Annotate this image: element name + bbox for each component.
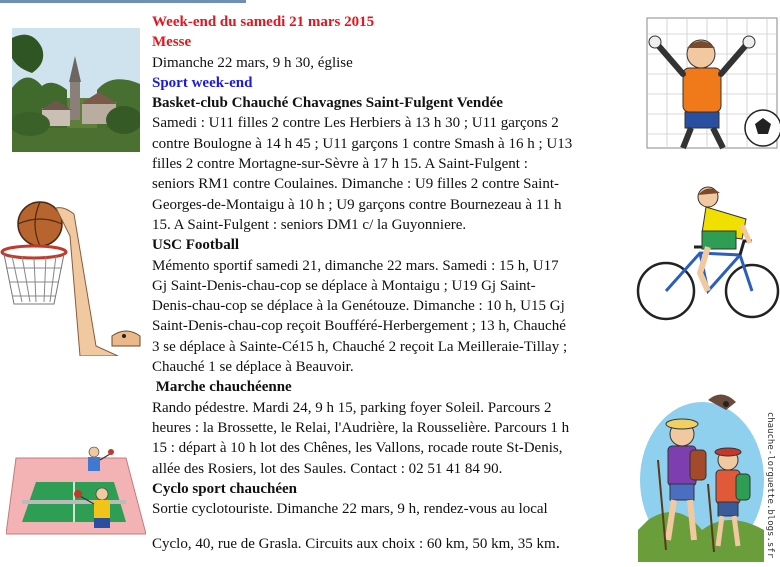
- hikers-illustration: [638, 380, 766, 562]
- basket-line: 15. A Saint-Fulgent : seniors DM1 c/ la Guyonniere.: [152, 216, 467, 233]
- cyclo-line: Sortie cyclotouriste. Dimanche 22 mars, 9 h, rendez-vous au local: [152, 501, 548, 518]
- marche-line: allée des Rosiers, lot des Saules. Contact : 02 51 41 84 90.: [152, 460, 503, 477]
- church-photo-illustration: [12, 28, 140, 152]
- messe-heading: Messe: [152, 34, 192, 51]
- football-line: Chauché 1 se déplace à Beauvoir.: [152, 359, 354, 376]
- cyclist-illustration: [636, 183, 780, 328]
- goalkeeper-illustration: [643, 14, 780, 159]
- football-line: Gj Saint-Denis-chau-cop se déplace à Montaigu ; U19 Gj Saint-: [152, 277, 536, 294]
- basket-line: Georges-de-Montaigu à 10 h ; U9 garçons contre Bournezeau à 11 h: [152, 196, 562, 213]
- ping-pong-illustration: [6, 438, 146, 538]
- marche-line: Rando pédestre. Mardi 24, 9 h 15, parking foyer Soleil. Parcours 2: [152, 399, 552, 416]
- messe-line: Dimanche 22 mars, 9 h 30, église: [152, 54, 353, 71]
- paragraph-gap: [152, 519, 642, 533]
- football-line: Saint-Denis-chau-cop reçoit Boufféré-Herbergement ; 13 h, Chauché: [152, 318, 566, 335]
- cyclo-line: Cyclo, 40, rue de Grasla. Circuits aux choix : 60 km, 50 km, 35 km: [152, 536, 556, 553]
- basket-line: contre Boulogne à 14 h 45 ; U11 garçons 1 contre Smash à 16 h ; U13: [152, 135, 573, 152]
- football-line: 3 se déplace à Sainte-Cé15 h, Chauché 2 reçoit La Meilleraie-Tillay ;: [152, 338, 568, 355]
- basket-heading: Basket-club Chauché Chavagnes Saint-Fulgent Vendée: [152, 95, 503, 112]
- bulletin-title: Week-end du samedi 21 mars 2015: [152, 14, 375, 30]
- football-line: Mémento sportif samedi 21, dimanche 22 mars. Samedi : 15 h, U17: [152, 257, 559, 274]
- marche-heading: Marche chauchéenne: [152, 379, 292, 396]
- cyclo-heading: Cyclo sport chauchéen: [152, 480, 297, 497]
- basket-line: Samedi : U11 filles 2 contre Les Herbiers à 13 h 30 ; U11 garçons 2: [152, 115, 559, 132]
- watermark-text: chauche-lorguette.blogs.sfr: [765, 411, 775, 559]
- basketball-illustration: [0, 196, 145, 356]
- football-line: Denis-chau-cop se déplace à la Genétouze. Dimanche : 10 h, U15 Gj: [152, 298, 565, 315]
- sport-heading: Sport week-end: [152, 74, 253, 91]
- basket-line: seniors RM1 contre Coulaines. Dimanche : U9 filles 2 contre Saint-: [152, 176, 559, 193]
- top-border-bar: [0, 0, 246, 3]
- final-period: .: [555, 533, 560, 553]
- basket-line: filles 2 contre Mortagne-sur-Sèvre à 17 h 15. A Saint-Fulgent :: [152, 156, 528, 173]
- blog-watermark: [763, 405, 777, 565]
- football-heading: USC Football: [152, 237, 240, 254]
- cyclo-last-line: [152, 533, 642, 554]
- bulletin-text: [152, 12, 642, 555]
- marche-line: 15 : départ à 10 h lot des Chênes, les Vallons, rocade route St-Denis,: [152, 440, 563, 457]
- marche-line: heures : la Brossette, le Relai, l'Audrière, la Rousselière. Parcours 1 h: [152, 419, 570, 436]
